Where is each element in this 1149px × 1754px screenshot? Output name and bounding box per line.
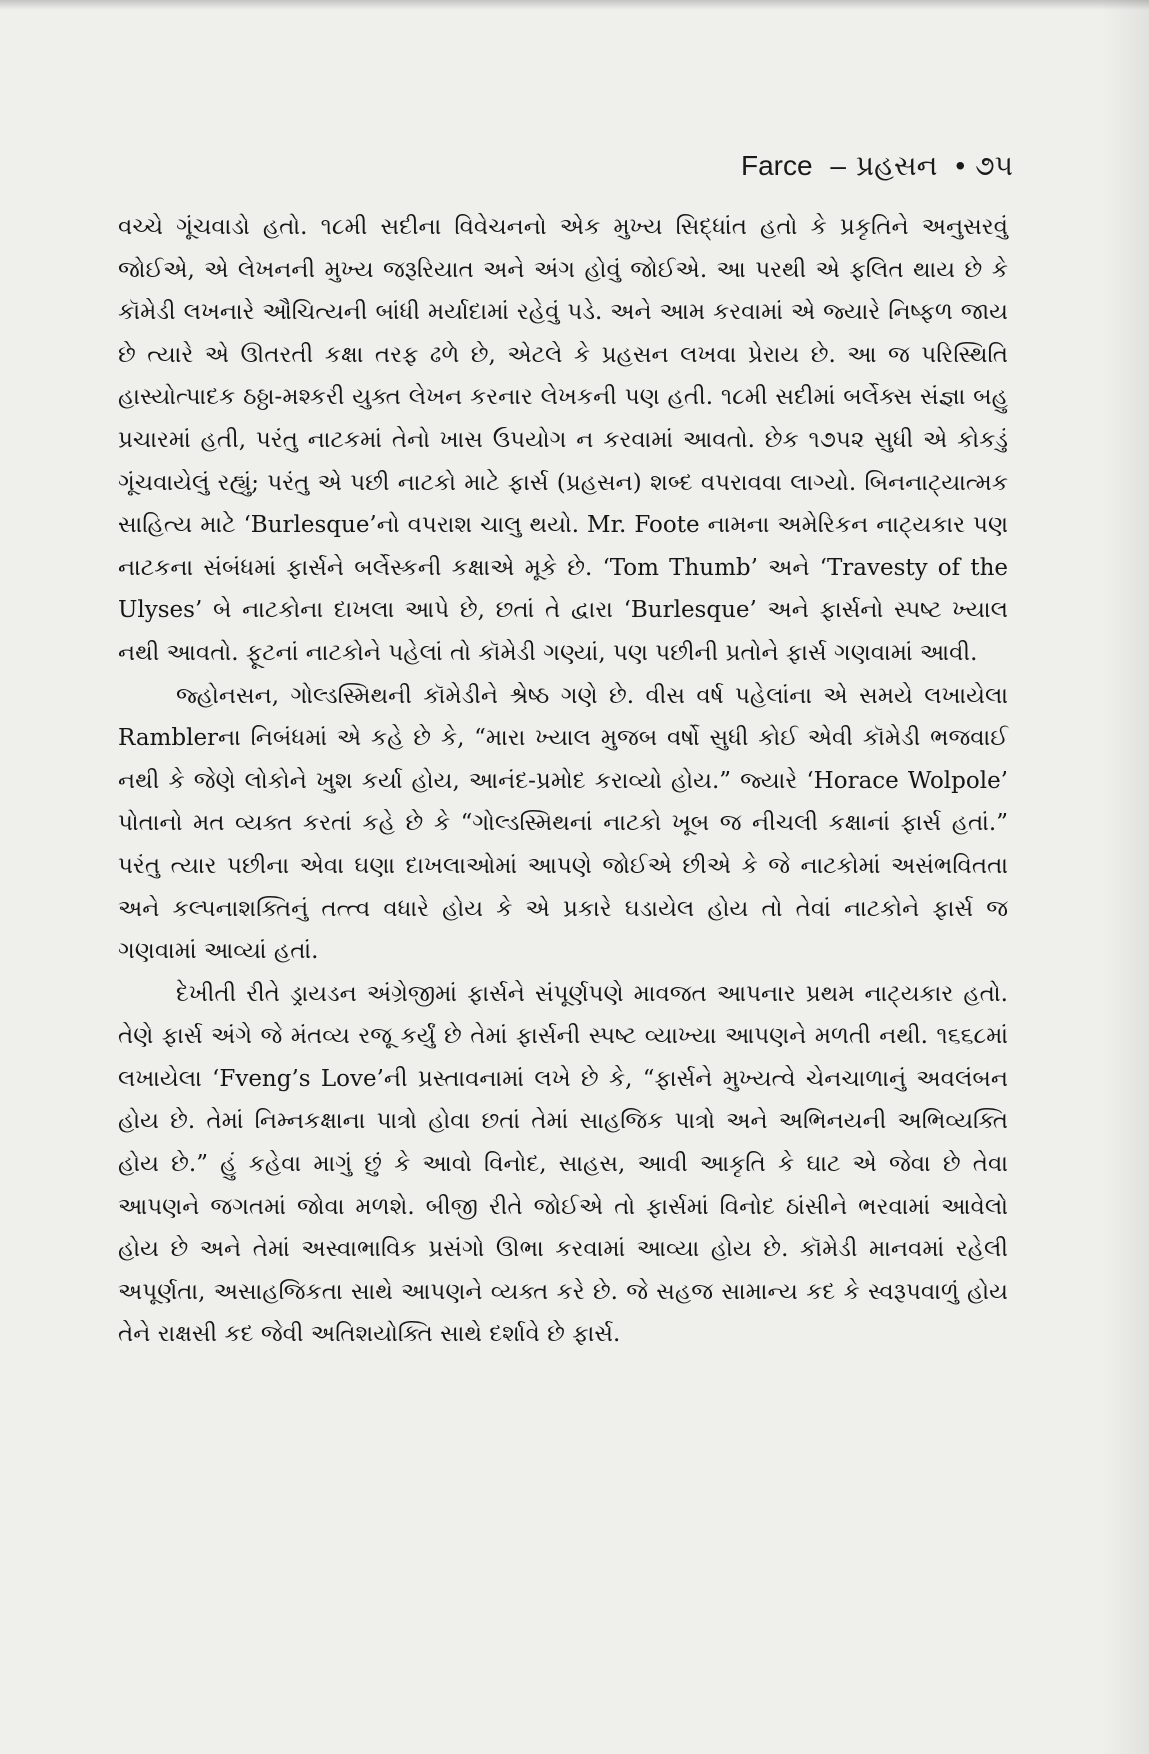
- paragraph: જ્હોનસન, ગોલ્ડસ્મિથની કૉમેડીને શ્રેષ્ઠ ગણે છે. વીસ વર્ષ પહેલાંના એ સમયે લખાયેલા Ramblerના નિબંધમાં એ કહે છે કે, “મારા ખ્યાલ મુજબ વર્ષો સુધી કોઈ એવી કૉમેડી ભજવાઈ નથી કે જેણે લોકોને ખુશ કર્યા હોય, આનંદ-પ્રમોદ કરાવ્યો હોય.” જ્યારે ‘Horace Wolpole’ પોતાનો મત વ્યક્ત કરતાં કહે છે કે “ગોલ્ડસ્મિથનાં નાટકો ખૂબ જ નીચલી કક્ષાનાં ફાર્સ હતાં.” પરંતુ ત્યાર પછીના એવા ઘણા દાખલાઓમાં આપણે જોઈએ છીએ કે જે નાટકોમાં અસંભવિતતા અને કલ્પનાશક્તિનું તત્ત્વ વધારે હોય કે એ પ્રકારે ઘડાયેલ હોય તો તેવાં નાટકોને ફાર્સ જ ગણવામાં આવ્યાં હતાં.: [118, 682, 1008, 965]
- header-dash: –: [830, 150, 846, 181]
- running-header: [741, 150, 1013, 183]
- header-bullet: •: [955, 150, 966, 181]
- header-title-gujarati: પ્રહસન: [855, 150, 938, 181]
- paragraph-continued: વચ્ચે ગૂંચવાડો હતો. ૧૮મી સદીના વિવેચનનો એક મુખ્ય સિદ્ધાંત હતો કે પ્રકૃતિને અનુસરવું જોઈએ, એ લેખનની મુખ્ય જરૂરિયાત અને અંગ હોવું જોઈએ. આ પરથી એ ફલિત થાય છે કે કૉમેડી લખનારે ઔચિત્યની બાંધી મર્યાદામાં રહેવું પડે. અને આમ કરવામાં એ જ્યારે નિષ્ફળ જાય છે ત્યારે એ ઊતરતી કક્ષા તરફ ઢળે છે, એટલે કે પ્રહસન લખવા પ્રેરાય છે. આ જ પરિસ્થિતિ હાસ્યોત્પાદક ઠઠ્ઠા-મશ્કરી યુક્ત લેખન કરનાર લેખકની પણ હતી. ૧૮મી સદીમાં બર્લેક્સ સંજ્ઞા બહુ પ્રચારમાં હતી, પરંતુ નાટકમાં તેનો ખાસ ઉપયોગ ન કરવામાં આવતો. છેક ૧૭૫૨ સુધી એ કોકડું ગૂંચવાયેલું રહ્યું; પરંતુ એ પછી નાટકો માટે ફાર્સ (પ્રહસન) શબ્દ વપરાવવા લાગ્યો. બિનનાટ્યાત્મક સાહિત્ય માટે ‘Burlesque’નો વપરાશ ચાલુ થયો. Mr. Foote નામના અમેરિકન નાટ્યકાર પણ નાટકના સંબંધમાં ફાર્સને બર્લેસ્કની કક્ષાએ મૂકે છે. ‘Tom Thumb’ અને ‘Travesty of the Ulyses’ બે નાટકોના દાખલા આપે છે, છતાં તે દ્વારા ‘Burlesque’ અને ફાર્સનો સ્પષ્ટ ખ્યાલ નથી આવતો. ફૂટનાં નાટકોને પહેલાં તો કૉમેડી ગણ્યાં, પણ પછીની પ્રતોને ફાર્સ ગણવામાં આવી.: [118, 214, 1008, 666]
- body-text: [118, 206, 1008, 1356]
- paragraph: દેખીતી રીતે ડ્રાયડન અંગ્રેજીમાં ફાર્સને સંપૂર્ણપણે માવજત આપનાર પ્રથમ નાટ્યકાર હતો. તેણે ફાર્સ અંગે જે મંતવ્ય રજૂ કર્યું છે તેમાં ફાર્સની સ્પષ્ટ વ્યાખ્યા આપણને મળતી નથી. ૧૬૬૮માં લખાયેલા ‘Fveng’s Love’ની પ્રસ્તાવનામાં લખે છે કે, “ફાર્સને મુખ્યત્વે ચેનચાળાનું અવલંબન હોય છે. તેમાં નિમ્નકક્ષાના પાત્રો હોવા છતાં તેમાં સાહજિક પાત્રો અને અભિનયની અભિવ્યક્તિ હોય છે.” હું કહેવા માગું છું કે આવો વિનોદ, સાહસ, આવી આકૃતિ કે ઘાટ એ જેવા છે તેવા આપણને જગતમાં જોવા મળશે. બીજી રીતે જોઈએ તો ફાર્સમાં વિનોદ ઠાંસીને ભરવામાં આવેલો હોય છે અને તેમાં અસ્વાભાવિક પ્રસંગો ઊભા કરવામાં આવ્યા હોય છે. કૉમેડી માનવમાં રહેલી અપૂર્ણતા, અસાહજિકતા સાથે આપણને વ્યક્ત કરે છે. જે સહજ સામાન્ય કદ કે સ્વરૂપવાળું હોય તેને રાક્ષસી કદ જેવી અતિશયોક્તિ સાથે દર્શાવે છે ફાર્સ.: [118, 980, 1008, 1348]
- page-top-edge-shadow: [0, 0, 1149, 10]
- page-number: ૭૫: [975, 150, 1013, 181]
- page-edge-shadow: [1101, 0, 1149, 1754]
- header-title-english: Farce: [740, 150, 813, 181]
